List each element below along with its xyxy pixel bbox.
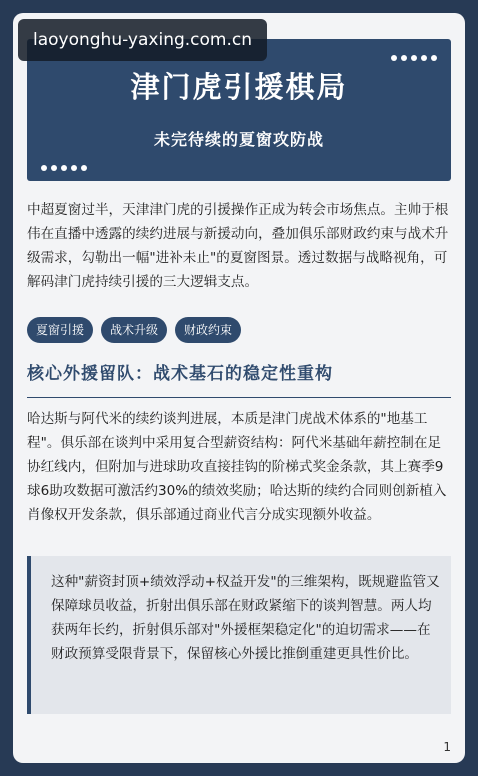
tag-tactical-upgrade[interactable]: 战术升级 (101, 317, 167, 343)
quote-text: 这种"薪资封顶+绩效浮动+权益开发"的三维架构，既规避监管又保障球员收益，折射出俱乐部在财政紧缩下的谈判智慧。两人均获两年长约，折射俱乐部对"外援框架稳定化"的迫切需求——在财政预算受限背景下，保留核心外援比推倒重建更具性价比。 (51, 574, 440, 662)
intro-paragraph: 中超夏窗过半，天津津门虎的引援操作正成为转会市场焦点。主帅于根伟在直播中透露的续约进展与新援动向，叠加俱乐部财政约束与战术升级需求，勾勒出一幅"进补未止"的夏窗图景。透过数据与战略视角，可解码津门虎持续引援的三大逻辑支点。 (27, 202, 449, 290)
tag-financial-constraint[interactable]: 财政约束 (175, 317, 241, 343)
page-number: 1 (443, 740, 451, 754)
quote-accent-bar (27, 556, 31, 714)
article-card (13, 13, 465, 763)
page-title: 津门虎引援棋局 (130, 70, 348, 104)
tag-summer-transfer[interactable]: 夏窗引援 (27, 317, 93, 343)
tag-list (27, 317, 241, 343)
watermark: laoyonghu-yaxing.com.cn (18, 19, 267, 61)
page-subtitle: 未完待续的夏窗攻防战 (153, 130, 324, 149)
decor-dots-bottom (41, 165, 87, 171)
section-divider (27, 397, 451, 398)
section-body: 哈达斯与阿代米的续约谈判进展，本质是津门虎战术体系的"地基工程"。俱乐部在谈判中采用复合型薪资结构：阿代米基础年薪控制在足协红线内，但附加与进球助攻直接挂钩的阶梯式奖金条款，其上赛季9球6助攻数据可激活约30%的绩效奖励；哈达斯的续约合同则创新植入肖像权开发条款，俱乐部通过商业代言分成实现额外收益。 (27, 411, 447, 523)
decor-dots-top (391, 55, 437, 61)
quote-block (27, 556, 451, 714)
section-heading: 核心外援留队：战术基石的稳定性重构 (27, 364, 333, 384)
